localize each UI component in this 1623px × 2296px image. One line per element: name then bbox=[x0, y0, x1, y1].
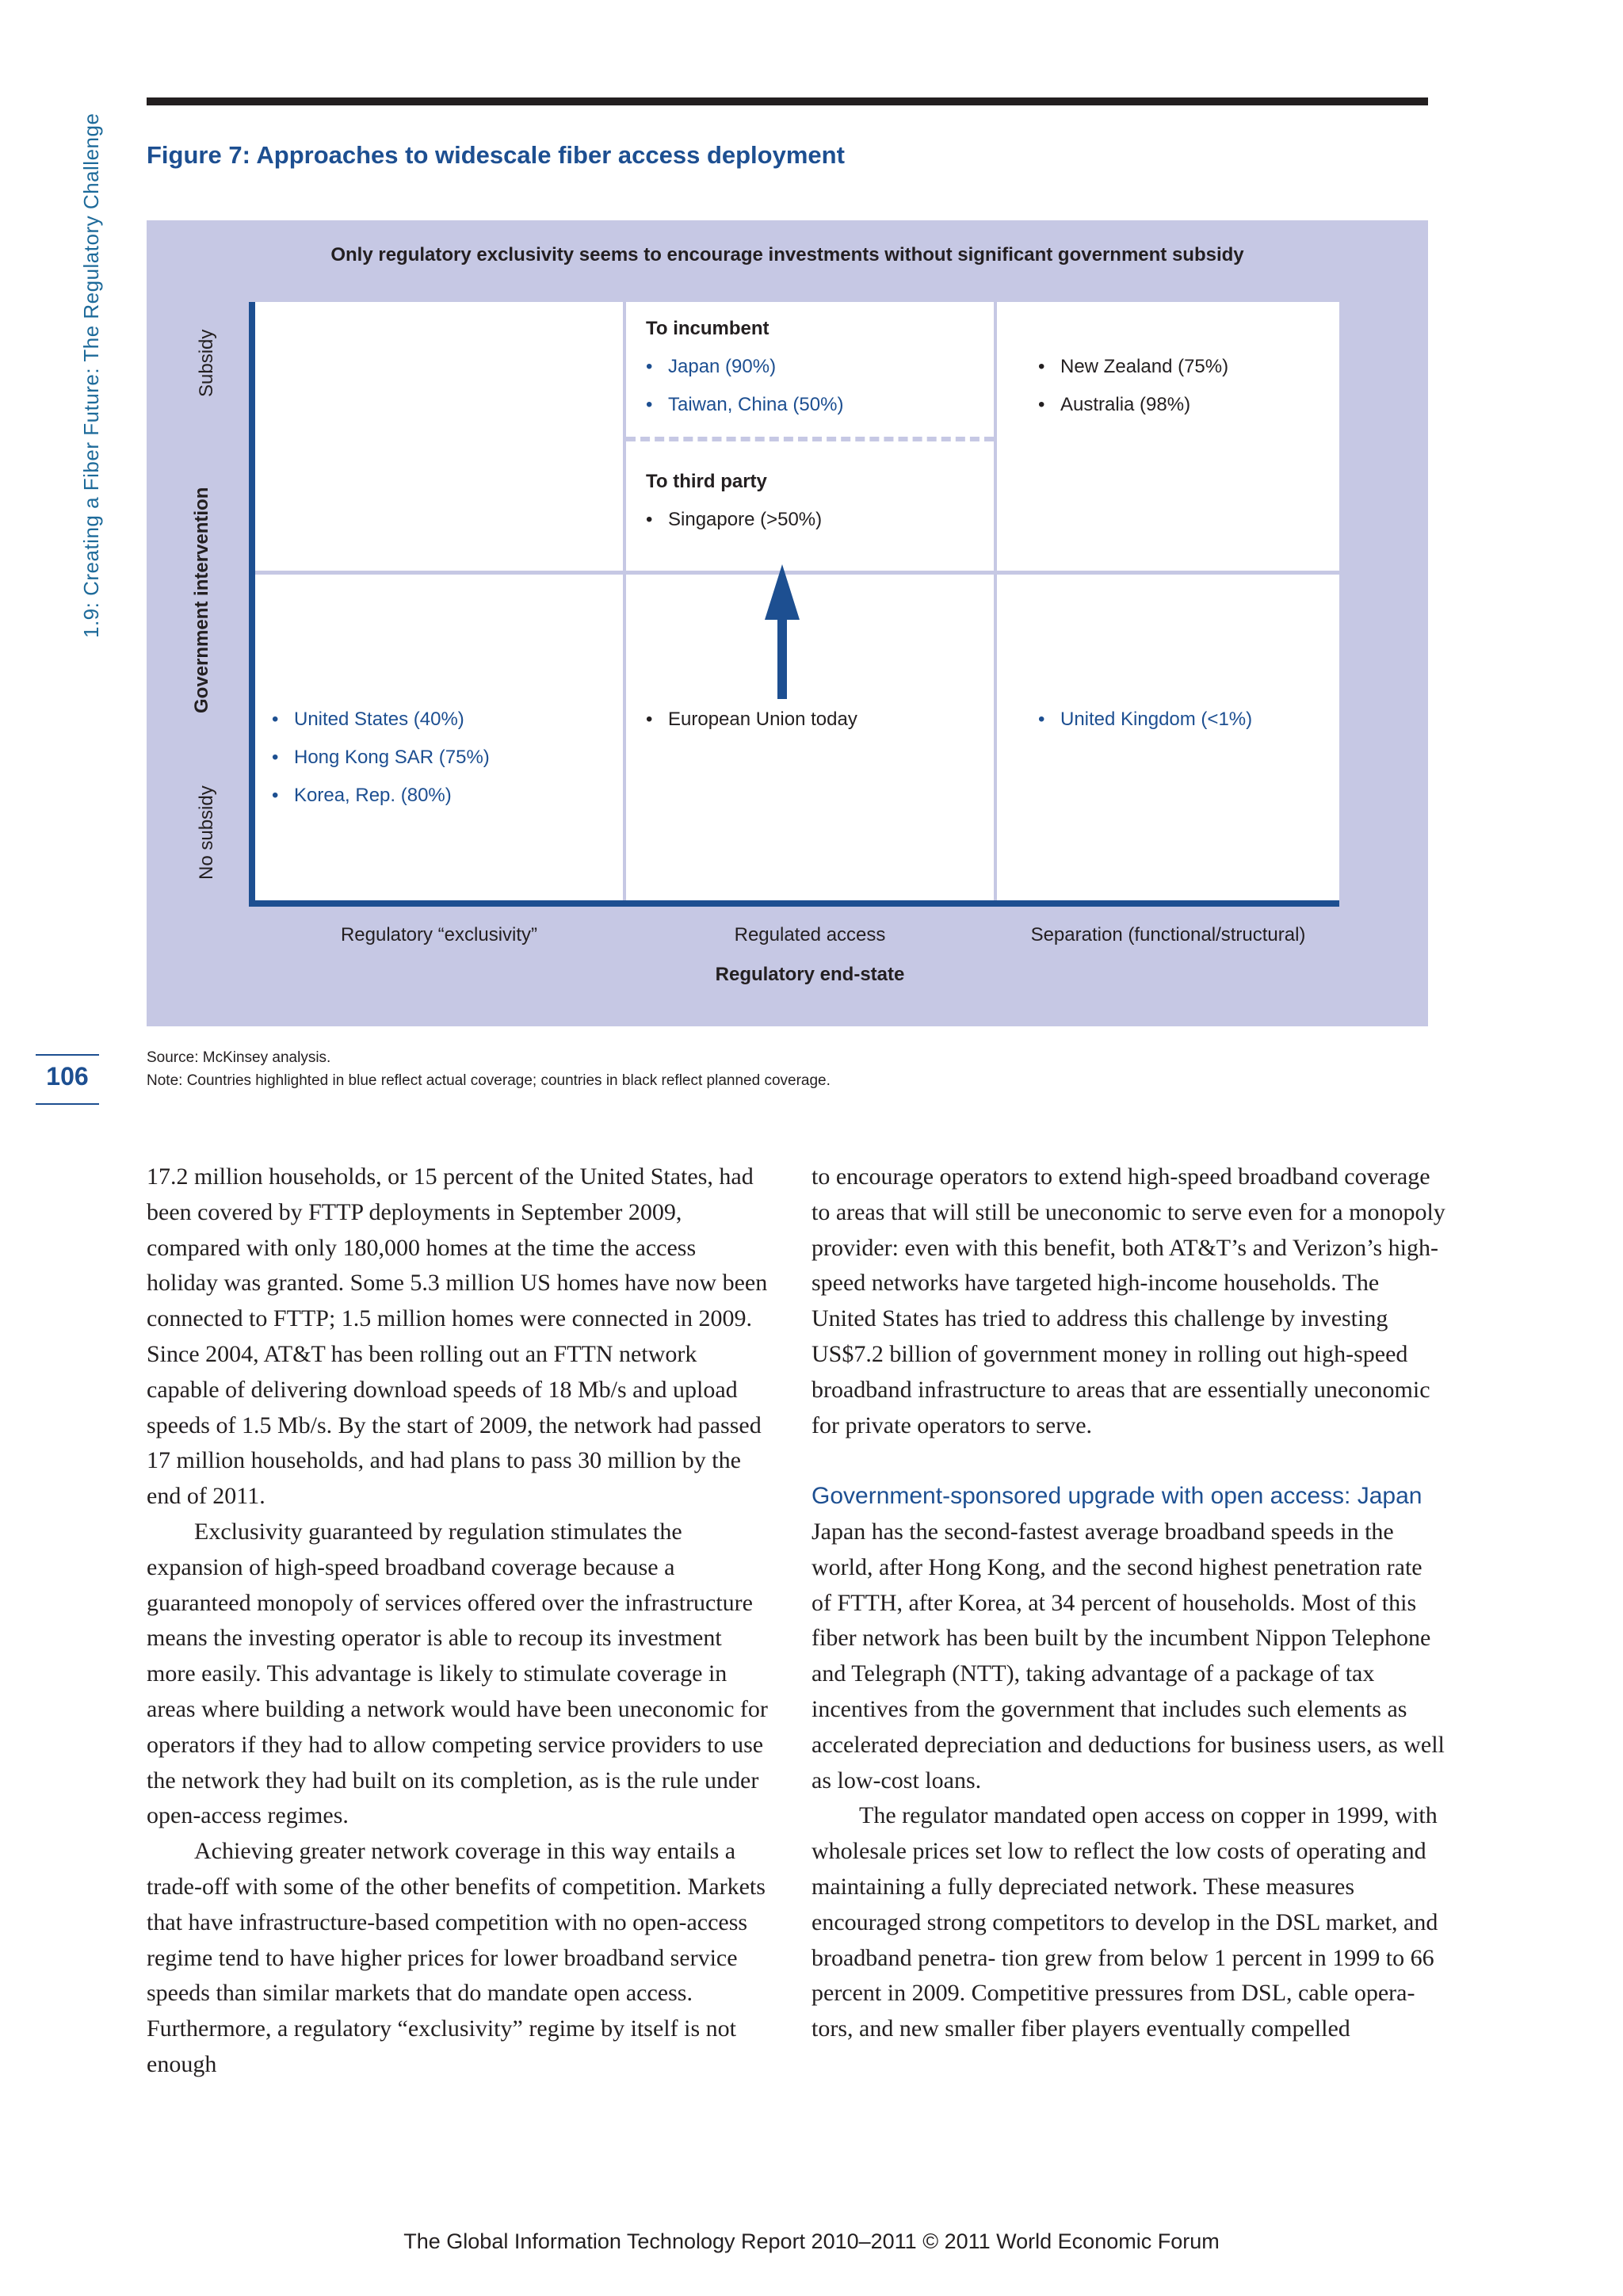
country-item: • European Union today bbox=[646, 701, 857, 739]
figure-title: Figure 7: Approaches to widescale fiber access deployment bbox=[147, 141, 845, 169]
third-party-heading: To third party bbox=[646, 471, 767, 492]
country-item: • Taiwan, China (50%) bbox=[646, 386, 843, 424]
body-paragraph: Exclusivity guaranteed by regulation stimulates the expansion of high-speed broadband coverage because a guaranteed monopoly of services offered over the infrastructure means the investing operator is able to recoup its investment more easily. This advantage is likely to stimulate coverage in areas where building a network would have been uneconomic for operators if they had to allow competing service providers to use the network they had built on its completion, as is the rule under open-access regimes. bbox=[147, 1518, 768, 1829]
x-axis-line bbox=[249, 900, 1339, 907]
paragraph-gap bbox=[812, 1443, 1445, 1479]
incumbent-heading: To incumbent bbox=[646, 318, 769, 339]
regulated-access-nosubsidy-list bbox=[646, 701, 857, 739]
incumbent-group bbox=[646, 310, 843, 424]
top-rule bbox=[147, 97, 1428, 105]
country-item: • New Zealand (75%) bbox=[1038, 348, 1228, 386]
running-title: 1.9: Creating a Fiber Future: The Regulatory Challenge bbox=[79, 113, 103, 638]
y-axis-bottom-label: No subsidy bbox=[196, 785, 217, 880]
country-item: • Australia (98%) bbox=[1038, 386, 1228, 424]
figure-notes bbox=[147, 1046, 831, 1092]
country-item: • Japan (90%) bbox=[646, 348, 843, 386]
body-paragraph: Japan has the second-fastest average broadband speeds in the world, after Hong Kong, and the second highest penetration rate of FTTH, after Korea, at 34 percent of households. Most of this fiber network has been built by the incumbent Nippon Telephone and Telegraph (NTT), taking advantage of a package of tax incentives from the government that includes such elements as accelerated depreciation and deductions for business users, as well as low-cost loans. bbox=[812, 1518, 1445, 1794]
y-axis-title: Government intervention bbox=[191, 487, 212, 713]
figure-source: Source: McKinsey analysis. bbox=[147, 1049, 331, 1066]
section-heading: Government-sponsored upgrade with open access: Japan bbox=[812, 1483, 1423, 1510]
dashed-divider bbox=[626, 437, 994, 441]
page-footer: The Global Information Technology Report 2010–2011 © 2011 World Economic Forum bbox=[403, 2229, 1220, 2253]
country-item: • Hong Kong SAR (75%) bbox=[272, 739, 490, 777]
x-axis-category: Regulated access bbox=[734, 924, 886, 946]
exclusivity-nosubsidy-list bbox=[272, 701, 490, 815]
page-number-rule-top bbox=[36, 1054, 99, 1056]
body-column-left bbox=[147, 1159, 773, 2083]
cell-subsidy-exclusivity bbox=[255, 302, 623, 571]
x-axis-title: Regulatory end-state bbox=[715, 964, 905, 985]
separation-nosubsidy-list bbox=[1038, 701, 1252, 739]
body-paragraph: Achieving greater network coverage in this way entails a trade-off with some of the other benefits of competition. Markets that have infrastructure-based competition with no open-access regime tend to have higher prices for lower broadband service speeds than similar markets that do mandate open access. Furthermore, a regulatory “exclusivity” regime by itself is not enough bbox=[147, 1838, 766, 2077]
figure-note: Note: Countries highlighted in blue reflect actual coverage; countries in black reflect planned coverage. bbox=[147, 1072, 831, 1089]
figure-panel bbox=[147, 220, 1428, 1026]
cell-subsidy-separation bbox=[997, 302, 1339, 571]
page-number: 106 bbox=[46, 1062, 89, 1091]
body-column-right bbox=[812, 1159, 1445, 2047]
country-item: • Korea, Rep. (80%) bbox=[272, 777, 490, 815]
country-item: • Singapore (>50%) bbox=[646, 501, 822, 539]
body-paragraph: 17.2 million households, or 15 percent of the United States, had been covered by FTTP deployments in September 2009, compared with only 180,000 homes at the time the access holiday was granted. Some 5.3 million US homes have now been connected to FTTP; 1.5 million homes were connected in 2009. Since 2004, AT&T has been rolling out an FTTN network capable of delivering download speeds of 18 Mb/s and upload speeds of 1.5 Mb/s. By the start of 2009, the network had passed 17 million households, and had plans to pass 30 million by the end of 2011. bbox=[147, 1163, 768, 1510]
x-axis-category: Separation (functional/structural) bbox=[1030, 924, 1306, 946]
page-number-rule-bottom bbox=[36, 1103, 99, 1105]
upward-arrow-icon bbox=[763, 564, 801, 699]
third-party-group bbox=[646, 463, 822, 539]
body-paragraph: to encourage operators to extend high-speed broadband coverage to areas that will still be uneconomic to serve even for a monopoly provider: even with this benefit, both AT&T’s and Verizon’s high-speed networks have targeted high-income households. The United States has tried to address this challenge by investing US$7.2 billion of government money in rolling out high-speed broadband infrastructure to areas that are essentially uneconomic for private operators to serve. bbox=[812, 1163, 1445, 1438]
separation-subsidy-list bbox=[1038, 348, 1228, 424]
y-axis-top-label: Subsidy bbox=[196, 329, 217, 397]
x-axis-category: Regulatory “exclusivity” bbox=[340, 924, 538, 946]
body-paragraph: The regulator mandated open access on copper in 1999, with wholesale prices set low to reflect the low costs of operating and maintaining a fully depreciated network. These measures encouraged strong competitors to develop in the DSL market, and broadband penetra- tion grew from below 1 percent in 1999 to 66 percent in 2009. Competitive pressures from DSL, cable opera- tors, and new smaller fiber players eventually compelled bbox=[812, 1802, 1438, 2042]
figure-subtitle: Only regulatory exclusivity seems to encourage investments without significant government subsidy bbox=[330, 244, 1244, 266]
y-axis-line bbox=[249, 302, 255, 907]
country-item: • United States (40%) bbox=[272, 701, 490, 739]
country-item: • United Kingdom (<1%) bbox=[1038, 701, 1252, 739]
